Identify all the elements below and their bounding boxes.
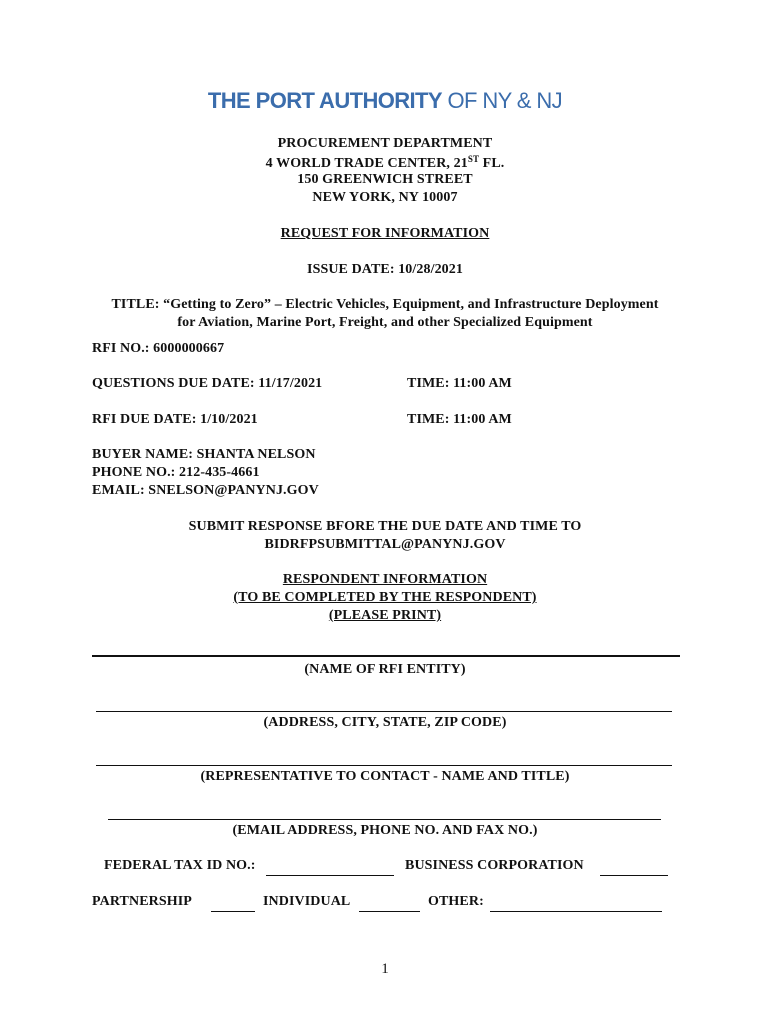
address-line-2-suffix: FL. bbox=[479, 156, 505, 171]
rfi-due-time: TIME: 11:00 AM bbox=[407, 412, 512, 427]
address-line-2-main: 4 WORLD TRADE CENTER, 21 bbox=[265, 156, 468, 171]
please-print-note bbox=[0, 608, 770, 624]
logo-light-text: OF NY & NJ bbox=[441, 88, 563, 113]
logo-bold-text: THE PORT AUTHORITY bbox=[207, 88, 442, 113]
address-field[interactable] bbox=[96, 711, 672, 712]
contact-info-field[interactable] bbox=[108, 819, 661, 820]
entity-name-label: (NAME OF RFI ENTITY) bbox=[304, 662, 466, 677]
submit-instruction: SUBMIT RESPONSE BFORE THE DUE DATE AND TIME TO bbox=[188, 519, 582, 534]
contact-info-label: (EMAIL ADDRESS, PHONE NO. AND FAX NO.) bbox=[232, 823, 538, 838]
buyer-email: EMAIL: SNELSON@PANYNJ.GOV bbox=[92, 483, 319, 498]
respondent-subheading bbox=[0, 590, 770, 606]
address-line-2 bbox=[0, 154, 770, 172]
representative-field[interactable] bbox=[96, 765, 672, 766]
page-number: 1 bbox=[381, 961, 389, 977]
respondent-heading-text: RESPONDENT INFORMATION bbox=[282, 572, 488, 587]
tax-id-label: FEDERAL TAX ID NO.: bbox=[104, 858, 256, 873]
address-line-4: NEW YORK, NY 10007 bbox=[312, 190, 458, 205]
business-corporation-label: BUSINESS CORPORATION bbox=[405, 858, 584, 873]
respondent-subheading-text: (TO BE COMPLETED BY THE RESPONDENT) bbox=[233, 590, 537, 605]
individual-label: INDIVIDUAL bbox=[263, 894, 351, 909]
buyer-name: BUYER NAME: SHANTA NELSON bbox=[92, 447, 316, 462]
port-authority-logo bbox=[0, 88, 770, 114]
questions-due-time: TIME: 11:00 AM bbox=[407, 376, 512, 391]
rfi-number: RFI NO.: 6000000667 bbox=[92, 341, 225, 356]
buyer-phone: PHONE NO.: 212-435-4661 bbox=[92, 465, 260, 480]
title-line-2: for Aviation, Marine Port, Freight, and other Specialized Equipment bbox=[177, 315, 593, 330]
tax-id-field[interactable] bbox=[266, 875, 394, 876]
representative-label: (REPRESENTATIVE TO CONTACT - NAME AND TITLE) bbox=[200, 769, 570, 784]
submit-email: BIDRFPSUBMITTAL@PANYNJ.GOV bbox=[264, 537, 506, 552]
other-field[interactable] bbox=[490, 911, 662, 912]
address-line-3: 150 GREENWICH STREET bbox=[297, 172, 473, 187]
please-print-text: (PLEASE PRINT) bbox=[328, 608, 442, 623]
address-superscript: ST bbox=[467, 154, 480, 164]
doc-type-text: REQUEST FOR INFORMATION bbox=[280, 226, 490, 241]
business-corporation-field[interactable] bbox=[600, 875, 668, 876]
issue-date: ISSUE DATE: 10/28/2021 bbox=[307, 262, 463, 277]
other-label: OTHER: bbox=[428, 894, 484, 909]
respondent-heading bbox=[0, 572, 770, 588]
address-label: (ADDRESS, CITY, STATE, ZIP CODE) bbox=[263, 715, 507, 730]
partnership-label: PARTNERSHIP bbox=[92, 894, 192, 909]
individual-field[interactable] bbox=[359, 911, 420, 912]
entity-name-field[interactable] bbox=[92, 655, 680, 657]
questions-due-date: QUESTIONS DUE DATE: 11/17/2021 bbox=[92, 376, 323, 391]
rfi-due-date: RFI DUE DATE: 1/10/2021 bbox=[92, 412, 258, 427]
doc-type-heading bbox=[0, 226, 770, 242]
partnership-field[interactable] bbox=[211, 911, 255, 912]
title-line-1: TITLE: “Getting to Zero” – Electric Vehicles, Equipment, and Infrastructure Deployment bbox=[111, 297, 659, 312]
department-name: PROCUREMENT DEPARTMENT bbox=[277, 136, 493, 151]
